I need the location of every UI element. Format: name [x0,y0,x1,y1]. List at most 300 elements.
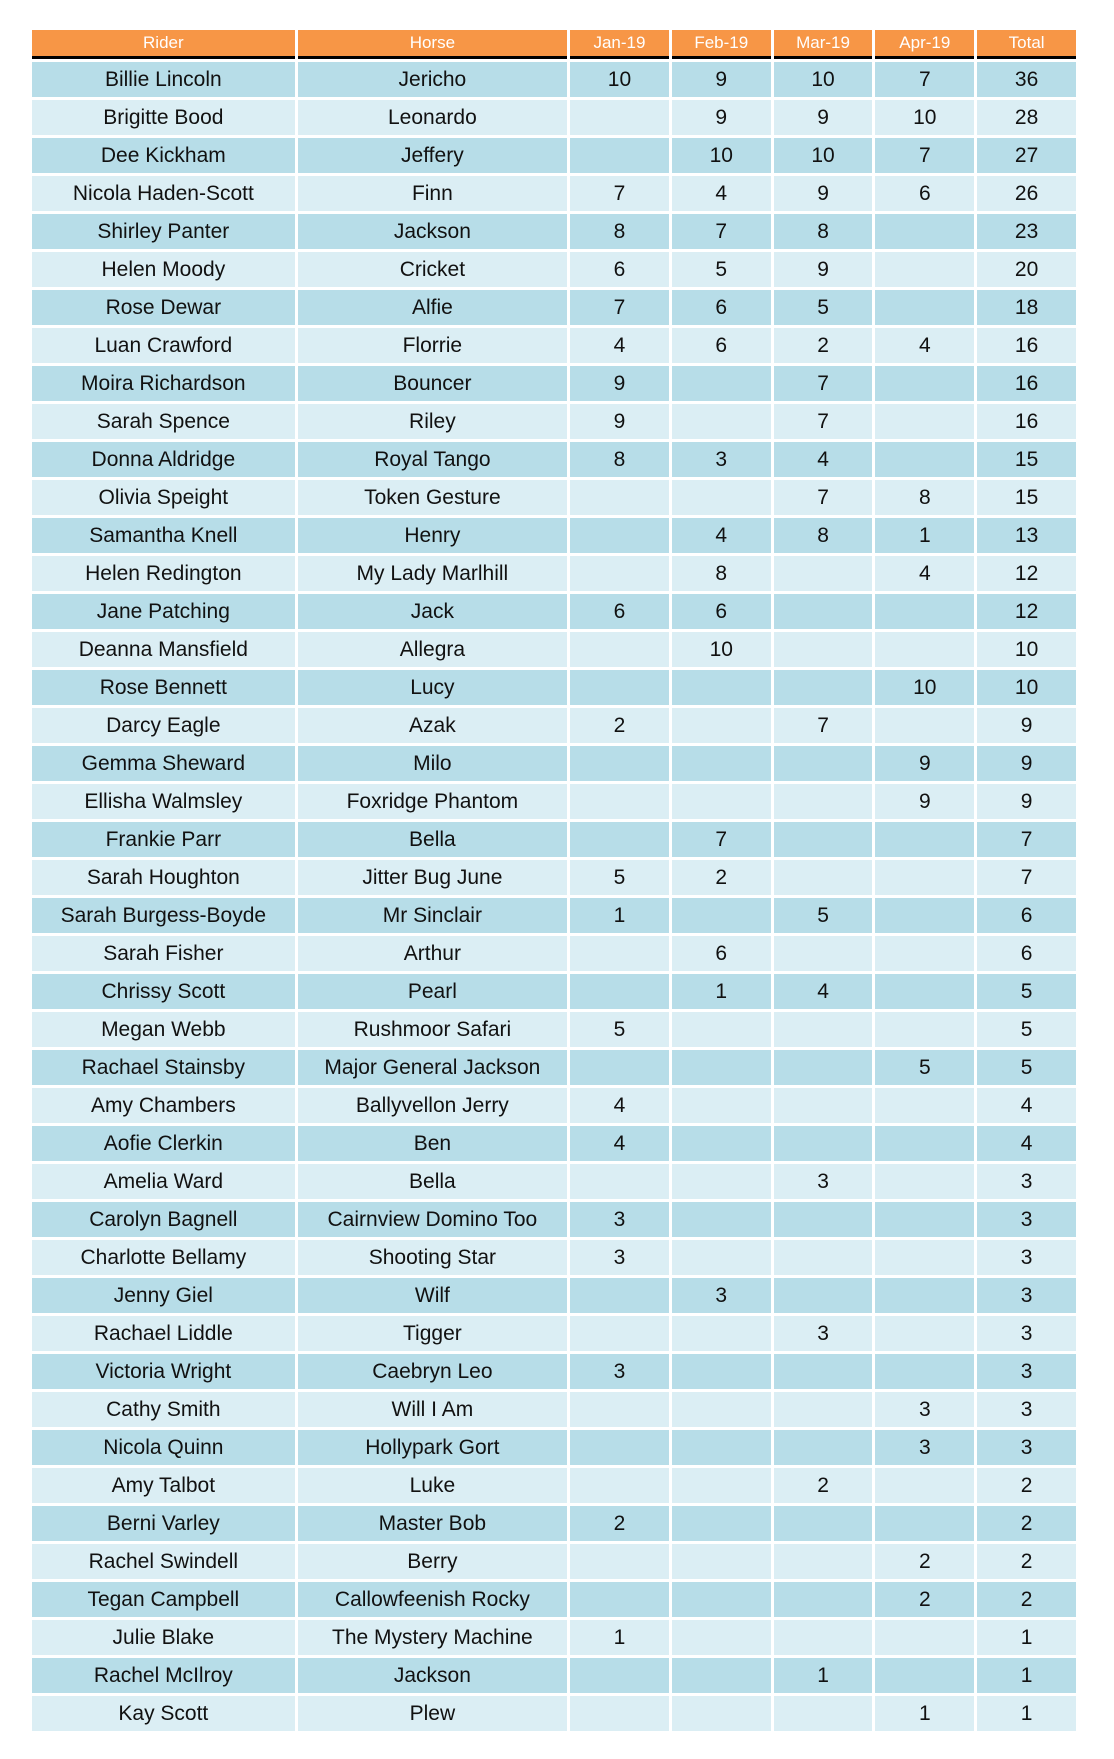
rider-cell: Cathy Smith [32,1392,295,1427]
table-row [32,138,1076,173]
horse-cell: Riley [298,404,567,439]
jan-cell: 3 [570,1202,669,1237]
table-row [32,518,1076,553]
table-row [32,556,1076,591]
feb-cell [672,1506,771,1541]
horse-cell: The Mystery Machine [298,1620,567,1655]
feb-cell [672,898,771,933]
table-row [32,1582,1076,1617]
rider-cell: Olivia Speight [32,480,295,515]
table-row [32,594,1076,629]
total-cell: 15 [977,442,1076,477]
feb-cell: 6 [672,328,771,363]
horse-cell: Lucy [298,670,567,705]
mar-cell [774,1088,873,1123]
apr-cell [875,632,974,667]
horse-cell: Jericho [298,62,567,97]
jan-cell [570,480,669,515]
mar-cell: 4 [774,442,873,477]
apr-cell [875,1240,974,1275]
mar-cell [774,556,873,591]
rider-cell: Rachel McIlroy [32,1658,295,1693]
apr-cell [875,594,974,629]
feb-cell: 10 [672,138,771,173]
total-cell: 7 [977,822,1076,857]
horse-cell: Jackson [298,214,567,249]
table-row [32,214,1076,249]
table-row [32,1658,1076,1693]
mar-cell: 8 [774,518,873,553]
total-cell: 6 [977,898,1076,933]
total-cell: 9 [977,708,1076,743]
col-header-mar: Mar-19 [774,30,873,59]
apr-cell: 10 [875,670,974,705]
mar-cell: 10 [774,62,873,97]
total-cell: 2 [977,1544,1076,1579]
apr-cell [875,1278,974,1313]
apr-cell [875,1354,974,1389]
jan-cell: 5 [570,860,669,895]
mar-cell [774,822,873,857]
total-cell: 2 [977,1506,1076,1541]
mar-cell [774,632,873,667]
mar-cell: 2 [774,328,873,363]
feb-cell [672,1696,771,1731]
feb-cell [672,366,771,401]
total-cell: 1 [977,1658,1076,1693]
jan-cell [570,1392,669,1427]
table-row [32,62,1076,97]
table-row [32,1202,1076,1237]
table-row [32,1126,1076,1161]
horse-cell: Tigger [298,1316,567,1351]
table-row [32,1506,1076,1541]
table-row [32,100,1076,135]
apr-cell [875,1012,974,1047]
total-cell: 20 [977,252,1076,287]
mar-cell: 7 [774,404,873,439]
rider-cell: Rachel Swindell [32,1544,295,1579]
table-row [32,404,1076,439]
total-cell: 15 [977,480,1076,515]
apr-cell [875,1316,974,1351]
feb-cell: 2 [672,860,771,895]
table-row [32,1164,1076,1199]
apr-cell: 7 [875,138,974,173]
total-cell: 10 [977,670,1076,705]
table-row [32,366,1076,401]
total-cell: 3 [977,1202,1076,1237]
horse-cell: Token Gesture [298,480,567,515]
jan-cell: 1 [570,898,669,933]
horse-cell: Callowfeenish Rocky [298,1582,567,1617]
horse-cell: Major General Jackson [298,1050,567,1085]
jan-cell: 4 [570,1088,669,1123]
feb-cell: 9 [672,100,771,135]
apr-cell [875,974,974,1009]
apr-cell [875,860,974,895]
apr-cell [875,1088,974,1123]
rider-cell: Rachael Liddle [32,1316,295,1351]
table-row [32,1468,1076,1503]
jan-cell [570,936,669,971]
rider-cell: Nicola Quinn [32,1430,295,1465]
jan-cell [570,1658,669,1693]
rider-cell: Julie Blake [32,1620,295,1655]
feb-cell: 3 [672,1278,771,1313]
mar-cell [774,1202,873,1237]
mar-cell [774,1278,873,1313]
horse-cell: Finn [298,176,567,211]
table-row [32,480,1076,515]
apr-cell [875,214,974,249]
rider-cell: Amy Talbot [32,1468,295,1503]
apr-cell [875,898,974,933]
rider-cell: Victoria Wright [32,1354,295,1389]
rider-cell: Rose Bennett [32,670,295,705]
table-row [32,1278,1076,1313]
feb-cell [672,1354,771,1389]
feb-cell [672,1392,771,1427]
horse-cell: Foxridge Phantom [298,784,567,819]
mar-cell: 10 [774,138,873,173]
mar-cell [774,1620,873,1655]
table-row [32,290,1076,325]
horse-cell: My Lady Marlhill [298,556,567,591]
apr-cell [875,442,974,477]
jan-cell [570,518,669,553]
horse-cell: Ben [298,1126,567,1161]
horse-cell: Jack [298,594,567,629]
feb-cell: 7 [672,822,771,857]
mar-cell [774,670,873,705]
mar-cell [774,1544,873,1579]
total-cell: 3 [977,1164,1076,1199]
col-header-apr: Apr-19 [875,30,974,59]
total-cell: 27 [977,138,1076,173]
feb-cell [672,1202,771,1237]
total-cell: 16 [977,366,1076,401]
rider-cell: Shirley Panter [32,214,295,249]
rider-cell: Megan Webb [32,1012,295,1047]
horse-cell: Will I Am [298,1392,567,1427]
feb-cell [672,1468,771,1503]
feb-cell: 6 [672,290,771,325]
horse-cell: Alfie [298,290,567,325]
rider-cell: Brigitte Bood [32,100,295,135]
feb-cell [672,1658,771,1693]
mar-cell [774,1582,873,1617]
total-cell: 1 [977,1696,1076,1731]
total-cell: 5 [977,1050,1076,1085]
feb-cell: 5 [672,252,771,287]
table-row [32,252,1076,287]
rider-cell: Aofie Clerkin [32,1126,295,1161]
col-header-jan: Jan-19 [570,30,669,59]
col-header-rider: Rider [32,30,295,59]
apr-cell: 4 [875,328,974,363]
horse-cell: Shooting Star [298,1240,567,1275]
feb-cell [672,1164,771,1199]
total-cell: 4 [977,1126,1076,1161]
feb-cell [672,670,771,705]
apr-cell [875,1506,974,1541]
mar-cell [774,1430,873,1465]
apr-cell: 9 [875,746,974,781]
horse-cell: Berry [298,1544,567,1579]
mar-cell: 5 [774,290,873,325]
rider-cell: Frankie Parr [32,822,295,857]
apr-cell [875,708,974,743]
rider-cell: Sarah Houghton [32,860,295,895]
feb-cell [672,1126,771,1161]
rider-cell: Chrissy Scott [32,974,295,1009]
apr-cell: 7 [875,62,974,97]
apr-cell [875,1164,974,1199]
mar-cell [774,1126,873,1161]
rider-cell: Amy Chambers [32,1088,295,1123]
rider-cell: Darcy Eagle [32,708,295,743]
horse-cell: Caebryn Leo [298,1354,567,1389]
horse-cell: Bouncer [298,366,567,401]
table-row [32,1316,1076,1351]
mar-cell [774,746,873,781]
rider-cell: Rachael Stainsby [32,1050,295,1085]
apr-cell [875,1202,974,1237]
mar-cell [774,1354,873,1389]
standings-table [29,27,1079,1734]
jan-cell: 2 [570,708,669,743]
table-row [32,860,1076,895]
table-row [32,1012,1076,1047]
table-row [32,784,1076,819]
jan-cell: 10 [570,62,669,97]
feb-cell [672,1088,771,1123]
apr-cell [875,1126,974,1161]
horse-cell: Mr Sinclair [298,898,567,933]
apr-cell: 1 [875,1696,974,1731]
rider-cell: Kay Scott [32,1696,295,1731]
total-cell: 28 [977,100,1076,135]
mar-cell: 4 [774,974,873,1009]
jan-cell: 4 [570,328,669,363]
horse-cell: Rushmoor Safari [298,1012,567,1047]
rider-cell: Sarah Burgess-Boyde [32,898,295,933]
total-cell: 9 [977,784,1076,819]
table-row [32,328,1076,363]
rider-cell: Carolyn Bagnell [32,1202,295,1237]
horse-cell: Cairnview Domino Too [298,1202,567,1237]
total-cell: 16 [977,404,1076,439]
jan-cell [570,784,669,819]
rider-cell: Rose Dewar [32,290,295,325]
standings-table-container [32,27,1076,1734]
mar-cell [774,936,873,971]
apr-cell: 2 [875,1544,974,1579]
apr-cell: 5 [875,1050,974,1085]
table-row [32,1354,1076,1389]
total-cell: 5 [977,1012,1076,1047]
horse-cell: Jitter Bug June [298,860,567,895]
jan-cell: 7 [570,176,669,211]
jan-cell [570,1544,669,1579]
feb-cell [672,1050,771,1085]
rider-cell: Dee Kickham [32,138,295,173]
total-cell: 3 [977,1240,1076,1275]
feb-cell: 6 [672,594,771,629]
jan-cell: 9 [570,404,669,439]
apr-cell: 2 [875,1582,974,1617]
mar-cell: 5 [774,898,873,933]
feb-cell: 4 [672,176,771,211]
jan-cell [570,556,669,591]
col-header-total: Total [977,30,1076,59]
horse-cell: Plew [298,1696,567,1731]
rider-cell: Sarah Fisher [32,936,295,971]
total-cell: 4 [977,1088,1076,1123]
horse-cell: Master Bob [298,1506,567,1541]
jan-cell [570,974,669,1009]
rider-cell: Donna Aldridge [32,442,295,477]
apr-cell: 4 [875,556,974,591]
feb-cell [672,746,771,781]
apr-cell [875,404,974,439]
mar-cell: 7 [774,708,873,743]
horse-cell: Jackson [298,1658,567,1693]
table-row [32,746,1076,781]
apr-cell [875,366,974,401]
horse-cell: Arthur [298,936,567,971]
mar-cell [774,1696,873,1731]
jan-cell [570,670,669,705]
mar-cell [774,1012,873,1047]
table-row [32,442,1076,477]
mar-cell [774,1050,873,1085]
total-cell: 23 [977,214,1076,249]
feb-cell [672,1316,771,1351]
horse-cell: Hollypark Gort [298,1430,567,1465]
apr-cell: 3 [875,1430,974,1465]
table-row [32,822,1076,857]
total-cell: 12 [977,594,1076,629]
apr-cell [875,1620,974,1655]
total-cell: 13 [977,518,1076,553]
jan-cell: 7 [570,290,669,325]
jan-cell [570,1430,669,1465]
rider-cell: Tegan Campbell [32,1582,295,1617]
rider-cell: Amelia Ward [32,1164,295,1199]
horse-cell: Henry [298,518,567,553]
table-row [32,1544,1076,1579]
horse-cell: Milo [298,746,567,781]
rider-cell: Nicola Haden-Scott [32,176,295,211]
rider-cell: Luan Crawford [32,328,295,363]
jan-cell [570,1278,669,1313]
total-cell: 26 [977,176,1076,211]
horse-cell: Ballyvellon Jerry [298,1088,567,1123]
horse-cell: Bella [298,822,567,857]
total-cell: 2 [977,1468,1076,1503]
rider-cell: Ellisha Walmsley [32,784,295,819]
horse-cell: Azak [298,708,567,743]
jan-cell [570,822,669,857]
mar-cell: 7 [774,480,873,515]
horse-cell: Florrie [298,328,567,363]
mar-cell [774,1240,873,1275]
feb-cell [672,708,771,743]
jan-cell: 3 [570,1354,669,1389]
table-row [32,632,1076,667]
jan-cell: 5 [570,1012,669,1047]
table-row [32,1050,1076,1085]
jan-cell: 6 [570,594,669,629]
jan-cell [570,100,669,135]
feb-cell: 7 [672,214,771,249]
horse-cell: Royal Tango [298,442,567,477]
jan-cell [570,138,669,173]
rider-cell: Moira Richardson [32,366,295,401]
jan-cell [570,746,669,781]
total-cell: 6 [977,936,1076,971]
feb-cell: 6 [672,936,771,971]
rider-cell: Billie Lincoln [32,62,295,97]
table-row [32,1088,1076,1123]
feb-cell: 4 [672,518,771,553]
jan-cell: 6 [570,252,669,287]
mar-cell [774,784,873,819]
col-header-horse: Horse [298,30,567,59]
apr-cell: 6 [875,176,974,211]
horse-cell: Bella [298,1164,567,1199]
jan-cell [570,1316,669,1351]
total-cell: 3 [977,1316,1076,1351]
rider-cell: Sarah Spence [32,404,295,439]
rider-cell: Charlotte Bellamy [32,1240,295,1275]
mar-cell: 9 [774,176,873,211]
table-row [32,1696,1076,1731]
jan-cell: 9 [570,366,669,401]
jan-cell: 2 [570,1506,669,1541]
apr-cell [875,822,974,857]
mar-cell [774,860,873,895]
table-row [32,1620,1076,1655]
total-cell: 3 [977,1392,1076,1427]
mar-cell [774,1392,873,1427]
horse-cell: Leonardo [298,100,567,135]
table-row [32,936,1076,971]
horse-cell: Allegra [298,632,567,667]
mar-cell: 1 [774,1658,873,1693]
apr-cell [875,1658,974,1693]
apr-cell: 10 [875,100,974,135]
jan-cell [570,1050,669,1085]
col-header-feb: Feb-19 [672,30,771,59]
total-cell: 2 [977,1582,1076,1617]
total-cell: 18 [977,290,1076,325]
horse-cell: Jeffery [298,138,567,173]
mar-cell: 8 [774,214,873,249]
table-row [32,974,1076,1009]
mar-cell: 3 [774,1164,873,1199]
jan-cell: 1 [570,1620,669,1655]
table-row [32,670,1076,705]
horse-cell: Luke [298,1468,567,1503]
total-cell: 5 [977,974,1076,1009]
table-row [32,1392,1076,1427]
mar-cell [774,594,873,629]
rider-cell: Berni Varley [32,1506,295,1541]
total-cell: 10 [977,632,1076,667]
